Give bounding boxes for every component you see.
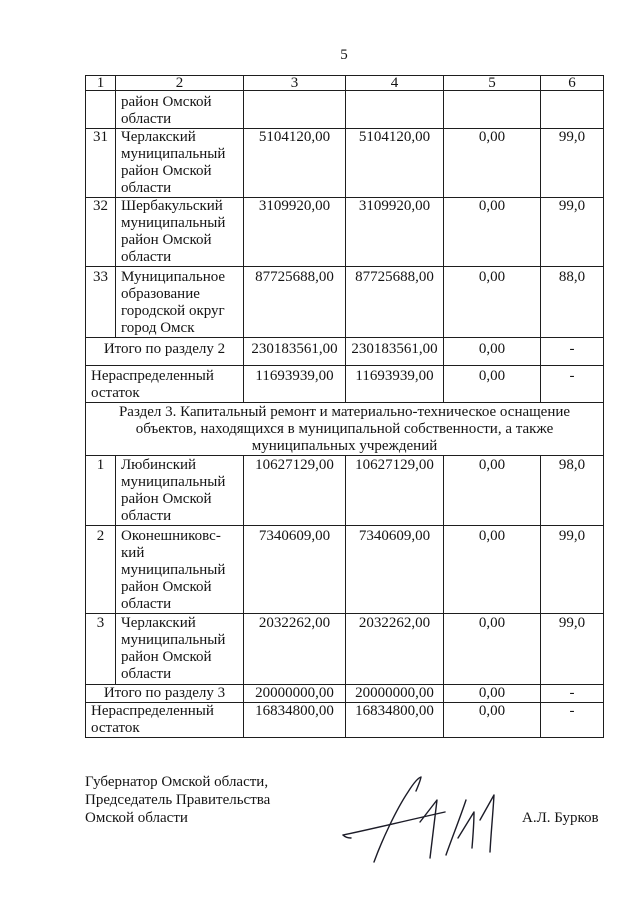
row-number: 1 [86, 456, 116, 526]
column-number-6: 6 [541, 76, 604, 91]
value-col-5: 0,00 [444, 129, 541, 198]
municipality-name: район Омской области [116, 91, 244, 129]
value-col-6: 99,0 [541, 614, 604, 685]
municipality-name: Черлакский муниципальный район Омской области [116, 614, 244, 685]
allocation-table [85, 75, 604, 738]
value-col-4: 5104120,00 [346, 129, 444, 198]
value-col-5: 0,00 [444, 198, 541, 267]
value-col-3: 87725688,00 [244, 267, 346, 338]
value-col-6: - [541, 366, 604, 403]
signatory-title [85, 773, 270, 827]
value-col-5: 0,00 [444, 456, 541, 526]
value-col-5: 0,00 [444, 703, 541, 738]
value-col-4: 16834800,00 [346, 703, 444, 738]
value-col-6: - [541, 703, 604, 738]
value-col-4: 20000000,00 [346, 685, 444, 703]
table-row [86, 198, 604, 267]
section-2-total-row [86, 338, 604, 366]
municipality-name: Шербакульский муниципальный район Омской области [116, 198, 244, 267]
table-row [86, 267, 604, 338]
value-col-3: 7340609,00 [244, 526, 346, 614]
column-number-5: 5 [444, 76, 541, 91]
handwritten-signature [330, 758, 510, 870]
value-col-6: 99,0 [541, 198, 604, 267]
value-col-4: 3109920,00 [346, 198, 444, 267]
signatory-title-line: Омской области [85, 810, 188, 826]
value-col-3: 16834800,00 [244, 703, 346, 738]
row-number [86, 91, 116, 129]
table-row [86, 614, 604, 685]
value-col-6: 88,0 [541, 267, 604, 338]
value-col-6: 99,0 [541, 526, 604, 614]
value-col-5 [444, 91, 541, 129]
section-3-heading-row [86, 403, 604, 456]
value-col-3: 3109920,00 [244, 198, 346, 267]
table-row [86, 456, 604, 526]
municipality-name: Любинский муниципальный район Омской области [116, 456, 244, 526]
column-number-3: 3 [244, 76, 346, 91]
value-col-3: 11693939,00 [244, 366, 346, 403]
section-2-total-label: Итого по разделу 2 [86, 338, 244, 366]
value-col-3: 2032262,00 [244, 614, 346, 685]
section-3-total-row [86, 685, 604, 703]
value-col-4: 11693939,00 [346, 366, 444, 403]
value-col-3: 20000000,00 [244, 685, 346, 703]
section-2-unallocated-row [86, 366, 604, 403]
page-number: 5 [340, 47, 348, 63]
signature-stroke [480, 795, 494, 852]
value-col-5: 0,00 [444, 614, 541, 685]
section-3-total-label: Итого по разделу 3 [86, 685, 244, 703]
signature-stroke [343, 835, 351, 838]
value-col-5: 0,00 [444, 366, 541, 403]
value-col-5: 0,00 [444, 338, 541, 366]
value-col-3: 230183561,00 [244, 338, 346, 366]
signatory-title-line: Губернатор Омской области, [85, 774, 269, 790]
value-col-4: 87725688,00 [346, 267, 444, 338]
signatory-title-line: Председатель Правительства [85, 792, 271, 808]
allocation-table-body [86, 76, 604, 738]
value-col-6: - [541, 338, 604, 366]
value-col-6: 99,0 [541, 129, 604, 198]
column-number-4: 4 [346, 76, 444, 91]
value-col-3 [244, 91, 346, 129]
section-3-title: Раздел 3. Капитальный ремонт и материально-техническое оснащение объектов, находящихся в муниципальной собственности, а также муниципальных учреждений [86, 403, 604, 456]
value-col-3: 10627129,00 [244, 456, 346, 526]
value-col-3: 5104120,00 [244, 129, 346, 198]
value-col-4: 2032262,00 [346, 614, 444, 685]
unallocated-label: Нераспределенный остаток [86, 366, 244, 403]
unallocated-label: Нераспределенный остаток [86, 703, 244, 738]
value-col-5: 0,00 [444, 685, 541, 703]
value-col-6: 98,0 [541, 456, 604, 526]
signatory-name: А.Л. Бурков [522, 810, 599, 826]
row-number: 31 [86, 129, 116, 198]
section-3-unallocated-row [86, 703, 604, 738]
value-col-5: 0,00 [444, 267, 541, 338]
row-number: 2 [86, 526, 116, 614]
signature-stroke [420, 800, 437, 858]
table-row [86, 91, 604, 129]
municipality-name: Оконешниковс- кий муниципальный район Омской области [116, 526, 244, 614]
value-col-6 [541, 91, 604, 129]
value-col-4: 10627129,00 [346, 456, 444, 526]
value-col-4: 7340609,00 [346, 526, 444, 614]
row-number: 33 [86, 267, 116, 338]
municipality-name: Черлакский муниципальный район Омской области [116, 129, 244, 198]
row-number: 32 [86, 198, 116, 267]
column-number-1: 1 [86, 76, 116, 91]
table-row [86, 526, 604, 614]
column-number-row [86, 76, 604, 91]
municipality-name: Муниципальное образование городской округ город Омск [116, 267, 244, 338]
value-col-4 [346, 91, 444, 129]
value-col-4: 230183561,00 [346, 338, 444, 366]
row-number: 3 [86, 614, 116, 685]
table-row [86, 129, 604, 198]
value-col-6: - [541, 685, 604, 703]
column-number-2: 2 [116, 76, 244, 91]
value-col-5: 0,00 [444, 526, 541, 614]
signature-stroke [446, 800, 466, 855]
